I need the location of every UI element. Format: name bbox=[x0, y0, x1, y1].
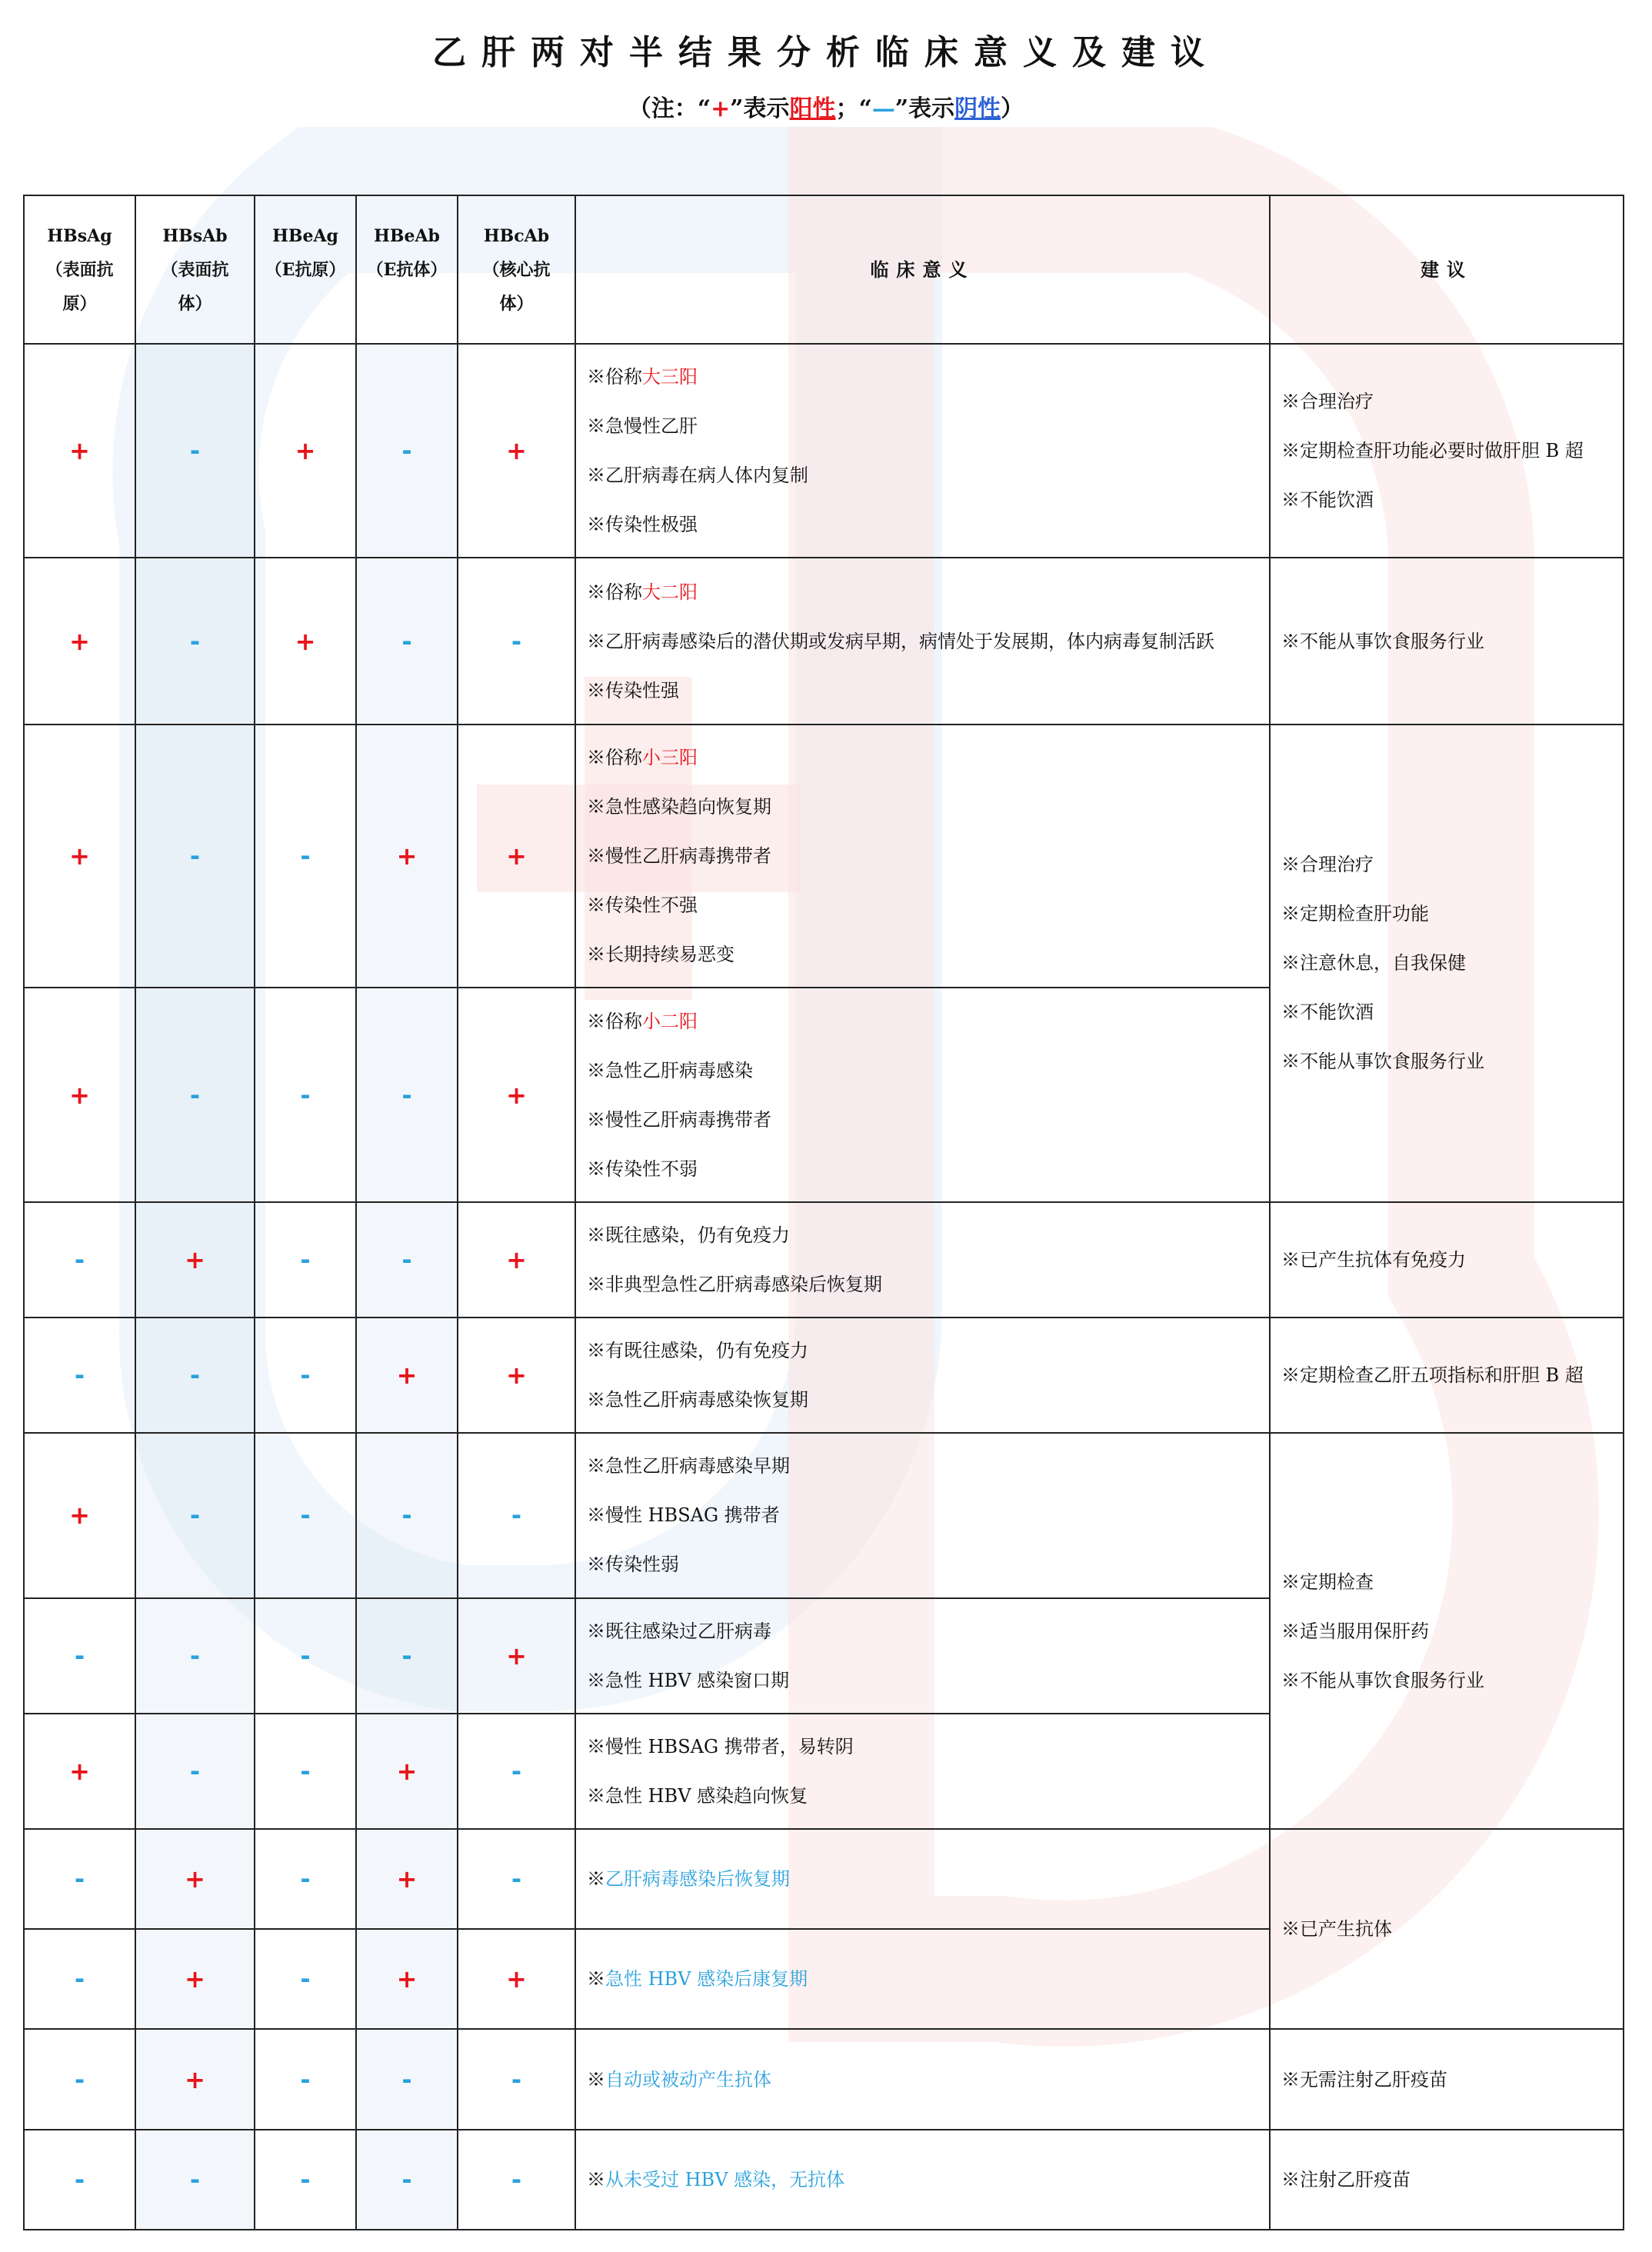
note-means: ”表示 bbox=[894, 95, 955, 122]
clinical-meaning-cell bbox=[575, 2130, 1270, 2230]
positive-word: 阳性 bbox=[789, 95, 836, 122]
meaning-line: ※传染性不强 bbox=[587, 894, 698, 917]
header-advice: 建议 bbox=[1270, 195, 1624, 344]
advice-cell bbox=[1270, 2029, 1624, 2129]
positive-mark: + bbox=[135, 1929, 255, 2029]
meaning-line: ※传染性强 bbox=[587, 679, 679, 701]
advice-cell bbox=[1270, 725, 1624, 1202]
advice-line: ※不能饮酒 bbox=[1281, 489, 1374, 511]
meaning-line: ※乙肝病毒感染后恢复期 bbox=[587, 1868, 790, 1891]
positive-mark: + bbox=[24, 1433, 135, 1597]
header-clinical-meaning: 临床意义 bbox=[575, 195, 1270, 344]
meaning-line: ※有既往感染，仍有免疫力 bbox=[587, 1340, 808, 1362]
table-row bbox=[24, 725, 1624, 988]
negative-mark: - bbox=[356, 1598, 458, 1714]
negative-mark: - bbox=[135, 558, 255, 724]
negative-mark: - bbox=[255, 2130, 356, 2230]
legend-note bbox=[0, 89, 1652, 123]
advice-line: ※合理治疗 bbox=[1281, 391, 1374, 413]
positive-mark: + bbox=[24, 1714, 135, 1829]
table-row bbox=[24, 1202, 1624, 1318]
positive-mark: + bbox=[135, 2029, 255, 2129]
negative-mark: - bbox=[24, 2130, 135, 2230]
negative-mark: - bbox=[135, 725, 255, 988]
meaning-line: ※俗称大三阳 bbox=[587, 366, 698, 388]
positive-mark: + bbox=[255, 558, 356, 724]
meaning-line: ※慢性 HBSAG 携带者 bbox=[587, 1504, 780, 1527]
advice-line: ※不能从事饮食服务行业 bbox=[1281, 630, 1484, 652]
blue-highlight: 自动或被动产生抗体 bbox=[605, 2068, 771, 2090]
negative-mark: - bbox=[458, 558, 575, 724]
nickname-highlight: 小三阳 bbox=[642, 747, 698, 769]
positive-mark: + bbox=[356, 1929, 458, 2029]
blue-highlight: 急性 HBV 感染后康复期 bbox=[605, 1968, 808, 1990]
advice-cell bbox=[1270, 1433, 1624, 1829]
clinical-meaning-cell bbox=[575, 1598, 1270, 1714]
negative-mark: - bbox=[356, 1433, 458, 1597]
table-row bbox=[24, 344, 1624, 558]
nickname-highlight: 大三阳 bbox=[642, 366, 698, 388]
advice-cell bbox=[1270, 1202, 1624, 1318]
positive-mark: + bbox=[356, 1714, 458, 1829]
clinical-meaning-cell bbox=[575, 725, 1270, 988]
clinical-meaning-cell bbox=[575, 2029, 1270, 2129]
positive-mark: + bbox=[356, 1318, 458, 1433]
negative-mark: - bbox=[24, 1202, 135, 1318]
meaning-line: ※从未受过 HBV 感染，无抗体 bbox=[587, 2168, 845, 2190]
positive-mark: + bbox=[24, 725, 135, 988]
clinical-meaning-cell bbox=[575, 1714, 1270, 1829]
advice-line: ※不能从事饮食服务行业 bbox=[1281, 1669, 1484, 1691]
negative-mark: - bbox=[135, 1598, 255, 1714]
positive-mark: + bbox=[458, 344, 575, 558]
header-hbsab: HBsAb （表面抗 体） bbox=[135, 195, 255, 344]
negative-mark: - bbox=[356, 2029, 458, 2129]
meaning-line: ※急性乙肝病毒感染恢复期 bbox=[587, 1389, 808, 1411]
meaning-line: ※急性感染趋向恢复期 bbox=[587, 796, 771, 818]
advice-line: ※适当服用保肝药 bbox=[1281, 1620, 1429, 1642]
negative-mark: - bbox=[135, 344, 255, 558]
header-row bbox=[24, 195, 1624, 344]
meaning-line: ※慢性 HBSAG 携带者，易转阴 bbox=[587, 1735, 854, 1757]
advice-cell bbox=[1270, 558, 1624, 724]
negative-mark: - bbox=[24, 1829, 135, 1929]
meaning-line: ※急性乙肝病毒感染早期 bbox=[587, 1455, 790, 1477]
meaning-line: ※传染性弱 bbox=[587, 1554, 679, 1576]
positive-mark: + bbox=[135, 1829, 255, 1929]
meaning-line: ※急性 HBV 感染窗口期 bbox=[587, 1669, 790, 1691]
meaning-line: ※乙肝病毒在病人体内复制 bbox=[587, 465, 808, 487]
negative-mark: - bbox=[255, 725, 356, 988]
advice-line: ※已产生抗体有免疫力 bbox=[1281, 1248, 1466, 1271]
advice-line: ※注意休息，自我保健 bbox=[1281, 952, 1466, 974]
negative-mark: - bbox=[24, 1929, 135, 2029]
note-quote: “ bbox=[858, 95, 872, 122]
negative-mark: - bbox=[135, 988, 255, 1201]
header-hbeag: HBeAg （E抗原） bbox=[255, 195, 356, 344]
header-hbcab: HBcAb （核心抗 体） bbox=[458, 195, 575, 344]
advice-line: ※定期检查肝功能必要时做肝胆 B 超 bbox=[1281, 440, 1584, 462]
negative-mark: - bbox=[356, 988, 458, 1201]
negative-mark: - bbox=[135, 2130, 255, 2230]
negative-mark: - bbox=[135, 1318, 255, 1433]
negative-symbol: — bbox=[871, 95, 895, 122]
meaning-line: ※俗称小二阳 bbox=[587, 1010, 698, 1032]
nickname-highlight: 大二阳 bbox=[642, 581, 698, 603]
meaning-line: ※既往感染，仍有免疫力 bbox=[587, 1224, 790, 1246]
meaning-line: ※既往感染过乙肝病毒 bbox=[587, 1620, 771, 1642]
advice-line: ※无需注射乙肝疫苗 bbox=[1281, 2068, 1447, 2090]
negative-mark: - bbox=[458, 1714, 575, 1829]
positive-mark: + bbox=[24, 988, 135, 1201]
negative-mark: - bbox=[24, 1598, 135, 1714]
positive-symbol: + bbox=[711, 95, 731, 122]
note-quote: “ bbox=[697, 95, 711, 122]
advice-line: ※不能从事饮食服务行业 bbox=[1281, 1051, 1484, 1073]
negative-mark: - bbox=[356, 558, 458, 724]
meaning-line: ※急慢性乙肝 bbox=[587, 415, 698, 438]
meaning-line: ※传染性不弱 bbox=[587, 1158, 698, 1180]
table-row bbox=[24, 558, 1624, 724]
negative-mark: - bbox=[135, 1714, 255, 1829]
meaning-line: ※乙肝病毒感染后的潜伏期或发病早期，病情处于发展期，体内病毒复制活跃 bbox=[587, 630, 1214, 652]
positive-mark: + bbox=[135, 1202, 255, 1318]
positive-mark: + bbox=[458, 1598, 575, 1714]
meaning-line: ※急性乙肝病毒感染 bbox=[587, 1059, 753, 1081]
table-row bbox=[24, 1318, 1624, 1433]
table-row bbox=[24, 2130, 1624, 2230]
advice-line: ※不能饮酒 bbox=[1281, 1001, 1374, 1024]
positive-mark: + bbox=[458, 1929, 575, 2029]
positive-mark: + bbox=[356, 1829, 458, 1929]
advice-cell bbox=[1270, 1829, 1624, 2029]
positive-mark: + bbox=[24, 344, 135, 558]
meaning-line: ※急性 HBV 感染趋向恢复 bbox=[587, 1784, 808, 1807]
header-hbsag: HBsAg （表面抗 原） bbox=[24, 195, 135, 344]
advice-line: ※定期检查 bbox=[1281, 1571, 1374, 1593]
note-separator: ； bbox=[835, 95, 859, 122]
header-hbeab: HBeAb （E抗体） bbox=[356, 195, 458, 344]
clinical-meaning-cell bbox=[575, 1202, 1270, 1318]
table-row bbox=[24, 1829, 1624, 1929]
clinical-meaning-cell bbox=[575, 558, 1270, 724]
negative-mark: - bbox=[458, 2029, 575, 2129]
negative-mark: - bbox=[255, 1318, 356, 1433]
advice-line: ※定期检查肝功能 bbox=[1281, 903, 1429, 925]
nickname-highlight: 小二阳 bbox=[642, 1010, 698, 1032]
clinical-meaning-cell bbox=[575, 344, 1270, 558]
negative-mark: - bbox=[356, 2130, 458, 2230]
negative-mark: - bbox=[356, 344, 458, 558]
advice-line: ※定期检查乙肝五项指标和肝胆 B 超 bbox=[1281, 1364, 1584, 1387]
meaning-line: ※长期持续易恶变 bbox=[587, 944, 734, 966]
clinical-meaning-cell bbox=[575, 988, 1270, 1201]
advice-line: ※已产生抗体 bbox=[1281, 1918, 1392, 1941]
meaning-line: ※慢性乙肝病毒携带者 bbox=[587, 845, 771, 868]
negative-mark: - bbox=[255, 2029, 356, 2129]
negative-mark: - bbox=[24, 2029, 135, 2129]
meaning-line: ※慢性乙肝病毒携带者 bbox=[587, 1108, 771, 1131]
negative-mark: - bbox=[255, 1714, 356, 1829]
positive-mark: + bbox=[458, 1318, 575, 1433]
negative-mark: - bbox=[24, 1318, 135, 1433]
advice-cell bbox=[1270, 2130, 1624, 2230]
negative-mark: - bbox=[458, 2130, 575, 2230]
note-means: ”表示 bbox=[730, 95, 790, 122]
negative-mark: - bbox=[255, 988, 356, 1201]
meaning-line: ※急性 HBV 感染后康复期 bbox=[587, 1968, 808, 1990]
advice-line: ※合理治疗 bbox=[1281, 854, 1374, 876]
advice-cell bbox=[1270, 344, 1624, 558]
positive-mark: + bbox=[356, 725, 458, 988]
negative-mark: - bbox=[255, 1929, 356, 2029]
negative-mark: - bbox=[458, 1433, 575, 1597]
negative-mark: - bbox=[255, 1829, 356, 1929]
clinical-meaning-cell bbox=[575, 1929, 1270, 2029]
negative-mark: - bbox=[255, 1433, 356, 1597]
advice-cell bbox=[1270, 1318, 1624, 1433]
negative-mark: - bbox=[255, 1202, 356, 1318]
positive-mark: + bbox=[24, 558, 135, 724]
blue-highlight: 从未受过 HBV 感染，无抗体 bbox=[605, 2168, 845, 2190]
meaning-line: ※俗称大二阳 bbox=[587, 581, 698, 603]
hbv-results-table bbox=[23, 195, 1624, 2230]
blue-highlight: 乙肝病毒感染后恢复期 bbox=[605, 1868, 790, 1891]
meaning-line: ※传染性极强 bbox=[587, 514, 698, 536]
negative-mark: - bbox=[458, 1829, 575, 1929]
advice-line: ※注射乙肝疫苗 bbox=[1281, 2168, 1411, 2190]
negative-mark: - bbox=[356, 1202, 458, 1318]
page-title: 乙肝两对半结果分析临床意义及建议 bbox=[432, 33, 1220, 72]
clinical-meaning-cell bbox=[575, 1829, 1270, 1929]
negative-mark: - bbox=[255, 1598, 356, 1714]
positive-mark: + bbox=[458, 1202, 575, 1318]
positive-mark: + bbox=[255, 344, 356, 558]
negative-mark: - bbox=[135, 1433, 255, 1597]
table-row bbox=[24, 1433, 1624, 1597]
note-close: ） bbox=[1001, 95, 1024, 122]
clinical-meaning-cell bbox=[575, 1318, 1270, 1433]
negative-word: 阴性 bbox=[954, 95, 1001, 122]
table-row bbox=[24, 2029, 1624, 2129]
positive-mark: + bbox=[458, 725, 575, 988]
meaning-line: ※俗称小三阳 bbox=[587, 747, 698, 769]
positive-mark: + bbox=[458, 988, 575, 1201]
meaning-line: ※自动或被动产生抗体 bbox=[587, 2068, 771, 2090]
meaning-line: ※非典型急性乙肝病毒感染后恢复期 bbox=[587, 1273, 882, 1295]
note-open: （注： bbox=[628, 95, 698, 122]
clinical-meaning-cell bbox=[575, 1433, 1270, 1597]
